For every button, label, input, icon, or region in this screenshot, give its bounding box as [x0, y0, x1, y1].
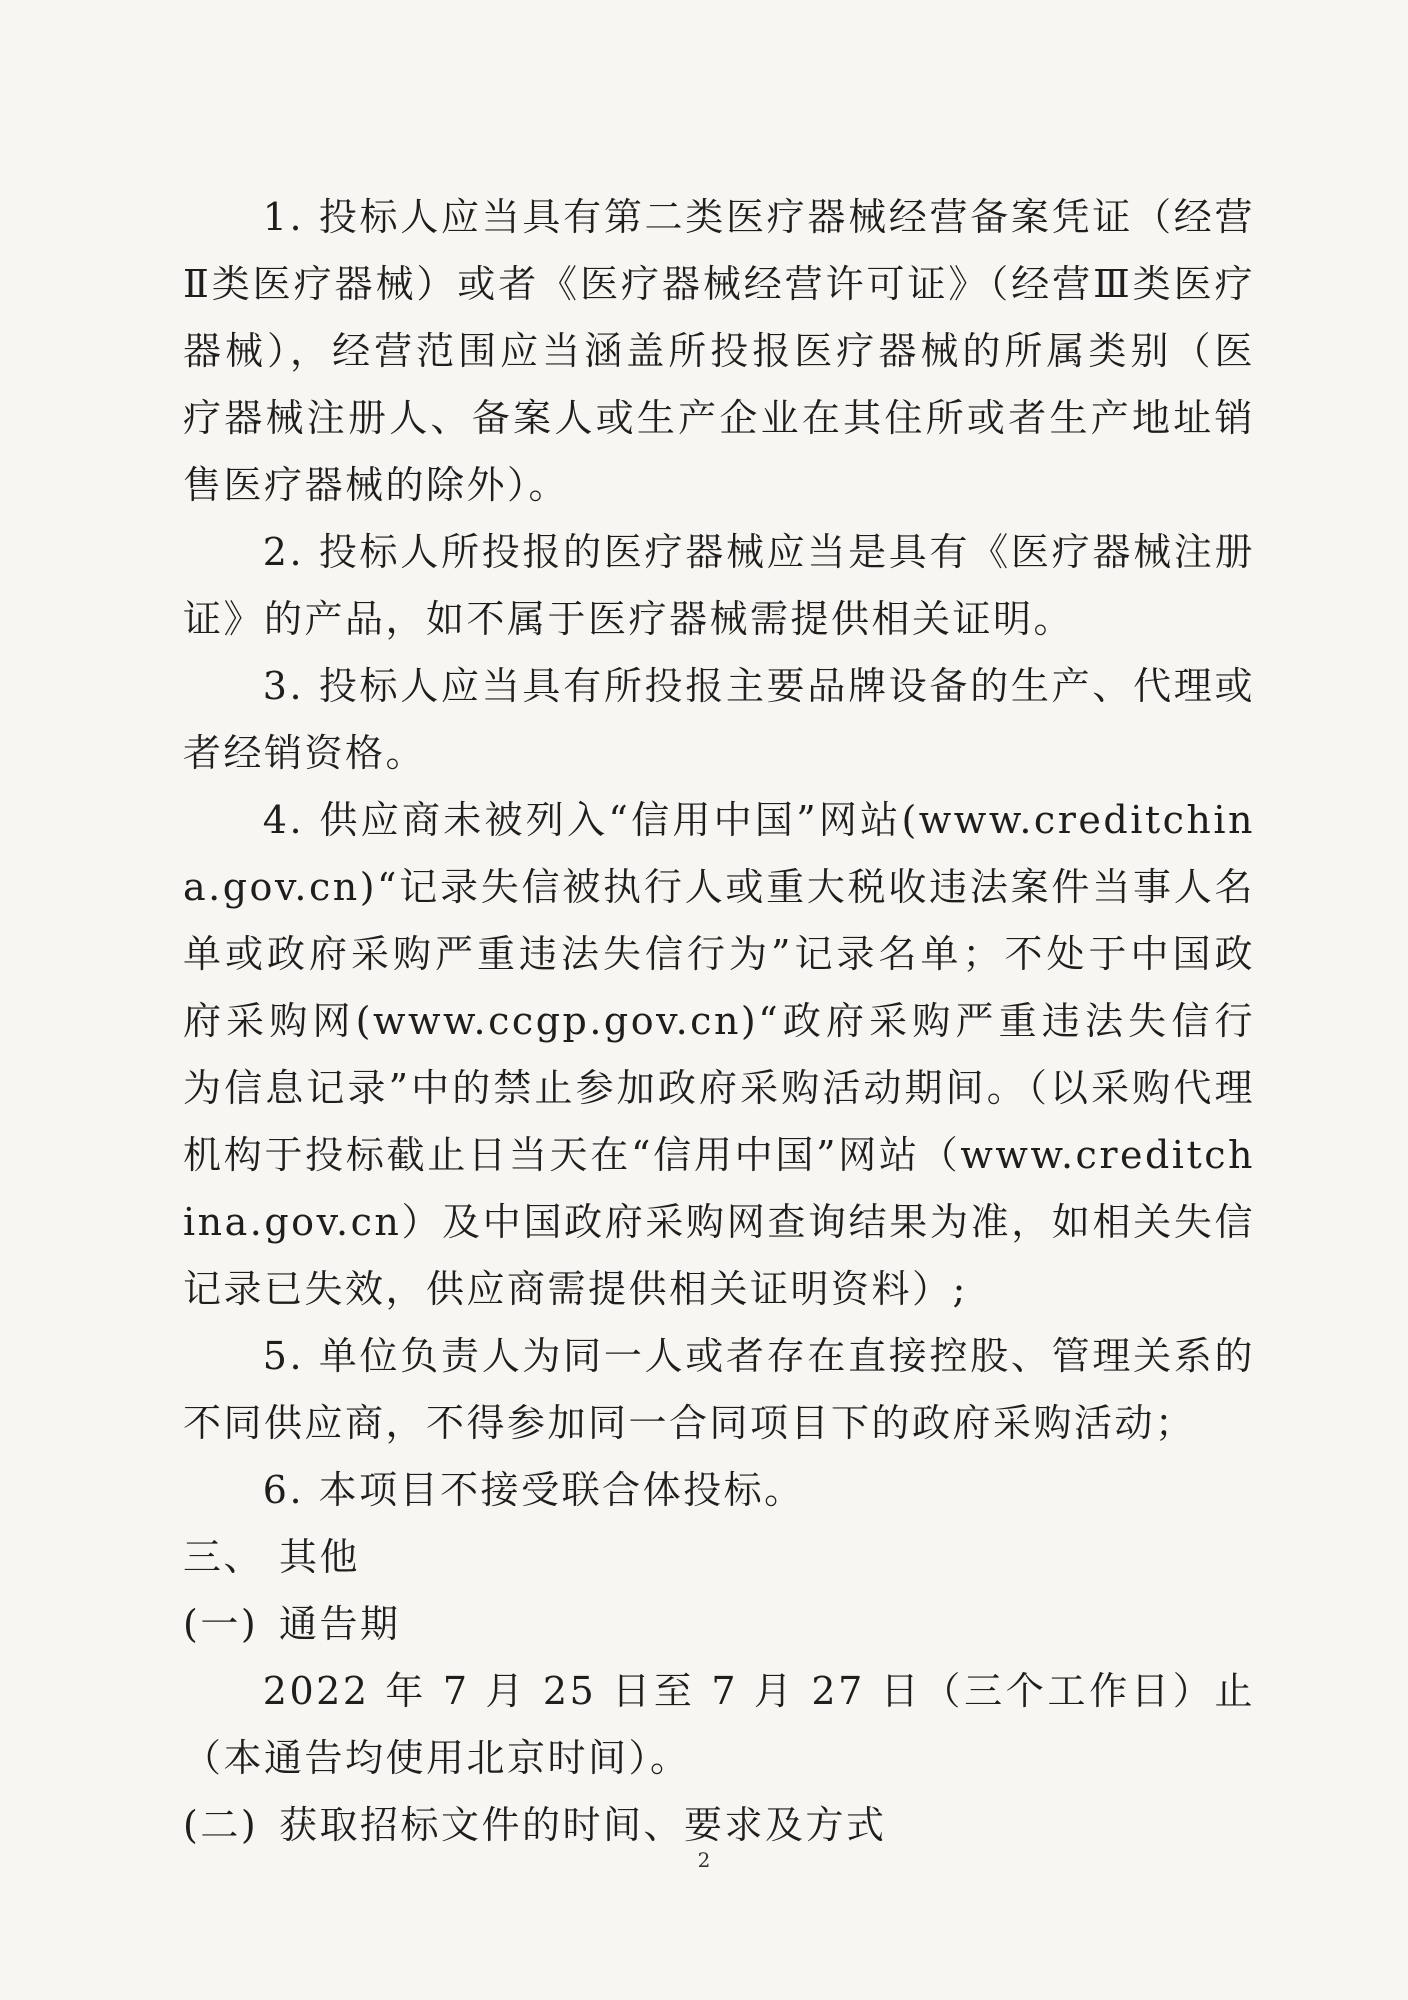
- subsection-title: 获取招标文件的时间、要求及方式: [279, 1803, 887, 1847]
- section-title: 其他: [279, 1535, 361, 1579]
- subsection-number: (一): [183, 1602, 259, 1646]
- section-heading-other: [183, 1524, 1255, 1591]
- page-number: 2: [697, 1848, 711, 1872]
- qualification-item-5: 5. 单位负责人为同一人或者存在直接控股、管理关系的不同供应商，不得参加同一合同项目下的政府采购活动；: [183, 1334, 1255, 1445]
- document-body: [183, 184, 1255, 1859]
- subsection-number: (二): [183, 1803, 259, 1847]
- qualification-item-1: 1. 投标人应当具有第二类医疗器械经营备案凭证（经营Ⅱ类医疗器械）或者《医疗器械经营许可证》（经营Ⅲ类医疗器械），经营范围应当涵盖所投报医疗器械的所属类别（医疗器械注册人、备案人或生产企业在其住所或者生产地址销售医疗器械的除外）。: [183, 195, 1255, 507]
- qualification-item-6: 6. 本项目不接受联合体投标。: [262, 1468, 805, 1512]
- subsection-heading-notice-period: [183, 1591, 1255, 1658]
- qualification-item-4: 4. 供应商未被列入“信用中国”网站(www.creditchina.gov.cn)“记录失信被执行人或重大税收违法案件当事人名单或政府采购严重违法失信行为”记录名单；不处于中国政府采购网(www.ccgp.gov.cn)“政府采购严重违法失信行为信息记录”中的禁止参加政府采购活动期间。（以采购代理机构于投标截止日当天在“信用中国”网站（www.creditchina.gov.cn）及中国政府采购网查询结果为准，如相关失信记录已失效，供应商需提供相关证明资料）;: [183, 798, 1255, 1311]
- subsection-title: 通告期: [279, 1602, 401, 1646]
- qualification-item-3: 3. 投标人应当具有所投报主要品牌设备的生产、代理或者经销资格。: [183, 664, 1255, 775]
- qualification-item-2: 2. 投标人所投报的医疗器械应当是具有《医疗器械注册证》的产品，如不属于医疗器械需提供相关证明。: [183, 530, 1255, 641]
- section-number: 三、: [183, 1535, 265, 1579]
- notice-period-paragraph: 2022 年 7 月 25 日至 7 月 27 日（三个工作日）止（本通告均使用北京时间）。: [183, 1669, 1255, 1780]
